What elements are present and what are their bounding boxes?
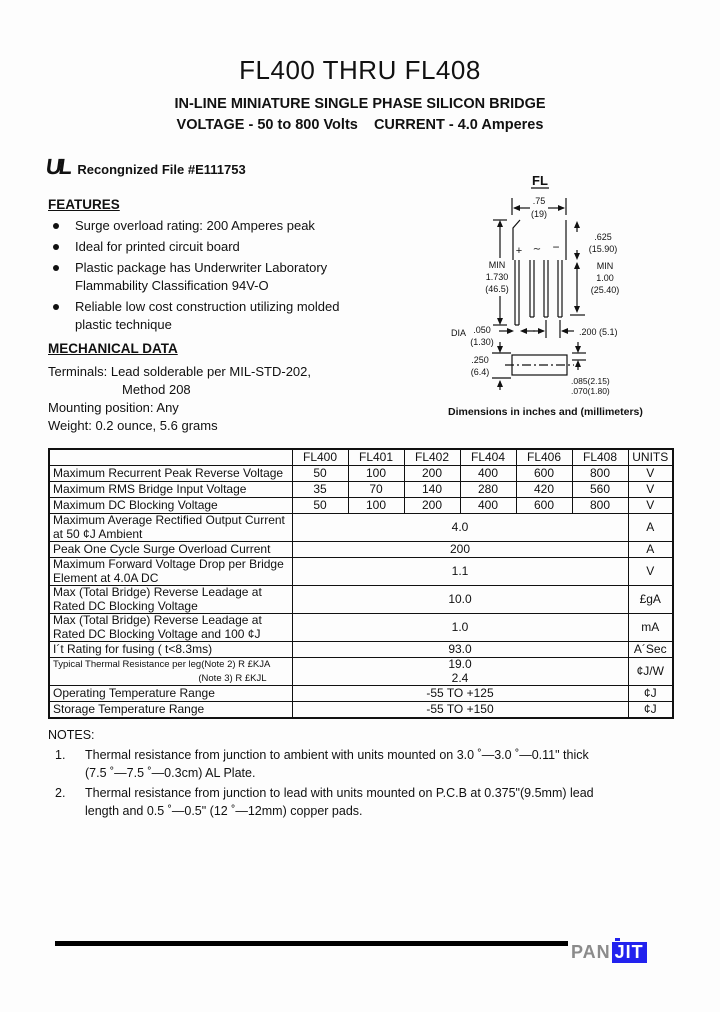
spec-cell: 1.1	[292, 558, 628, 586]
spec-row	[49, 642, 673, 658]
dim-right2-mm: (25.40)	[590, 285, 620, 295]
note-number: 1.	[55, 747, 66, 762]
column-header: UNITS	[628, 449, 673, 466]
spec-cell: -55 TO +125	[292, 686, 628, 702]
ul-file-label: Recongnized File #E111753	[77, 162, 246, 177]
spec-row	[49, 542, 673, 558]
subtitle-line1: IN-LINE MINIATURE SINGLE PHASE SILICON BRIDGE	[174, 96, 546, 112]
feature-text: Plastic package has Underwriter Laboratory	[75, 260, 328, 275]
spec-cell: Maximum Forward Voltage Drop per Bridge Element at 4.0A DC	[49, 558, 292, 586]
dim-body-in: .250	[471, 355, 489, 365]
spec-cell: ¢J	[628, 702, 673, 719]
spec-cell: Max (Total Bridge) Reverse Leadage at Rated DC Blocking Voltage and 100 ¢J	[49, 614, 292, 642]
spec-cell: 420	[516, 482, 572, 498]
column-header: FL404	[460, 449, 516, 466]
mechanical-line: Terminals: Lead solderable per MIL-STD-202,	[48, 364, 312, 379]
spec-cell: A	[628, 514, 673, 542]
spec-row	[49, 466, 673, 482]
dim-left-mm: (46.5)	[485, 284, 509, 294]
bullet-icon	[53, 244, 59, 250]
bullet-icon	[53, 265, 59, 271]
spec-cell: 50	[292, 498, 348, 514]
column-header: FL400	[292, 449, 348, 466]
dim-left-in: 1.730	[485, 272, 509, 282]
feature-item	[48, 217, 448, 235]
feature-text: Reliable low cost construction utilizing molded	[75, 299, 340, 314]
note-text: length and 0.5 ˚—0.5" (12 ˚—12mm) copper pads.	[85, 804, 363, 818]
spec-cell: Typical Thermal Resistance per leg(Note 2) R £KJA (Note 3) R £KJL	[49, 658, 292, 686]
dim-dia-mm: (1.30)	[470, 337, 494, 347]
ul-recognition	[46, 156, 246, 178]
spec-cell: V	[628, 482, 673, 498]
mechanical-heading: MECHANICAL DATA	[48, 341, 178, 356]
bullet-icon	[53, 223, 59, 229]
spec-cell: 1.0	[292, 614, 628, 642]
spec-cell: ¢J	[628, 686, 673, 702]
dim-right2-min: MIN	[596, 261, 614, 271]
minus-terminal-mark: −	[552, 240, 560, 254]
spec-row	[49, 702, 673, 719]
spec-cell: 800	[572, 498, 628, 514]
spec-row	[49, 586, 673, 614]
spec-cell: ¢J/W	[628, 658, 673, 686]
spec-cell: A	[628, 542, 673, 558]
feature-text: Surge overload rating: 200 Amperes peak	[75, 218, 315, 233]
bullet-icon	[53, 304, 59, 310]
spec-cell: V	[628, 558, 673, 586]
dim-thickness-min: .070(1.80)	[571, 386, 610, 396]
spec-cell: 100	[348, 466, 404, 482]
spec-cell: -55 TO +150	[292, 702, 628, 719]
feature-item	[48, 259, 448, 295]
dim-dia-in: .050	[473, 325, 491, 335]
dim-top-in: .75	[532, 196, 546, 206]
dim-right2-in: 1.00	[596, 273, 614, 283]
spec-cell: 400	[460, 466, 516, 482]
dim-left-min: MIN	[488, 260, 506, 270]
spec-cell: 19.0 2.4	[292, 658, 628, 686]
note-text: Thermal resistance from junction to ambient with units mounted on 3.0 ˚—3.0 ˚—0.11" thick	[85, 747, 589, 762]
dim-body-mm: (6.4)	[470, 367, 490, 377]
feature-text: Ideal for printed circuit board	[75, 239, 240, 254]
note-number: 2.	[55, 785, 66, 800]
spec-cell: mA	[628, 614, 673, 642]
spec-cell: 4.0	[292, 514, 628, 542]
ul-logo-icon: UL	[44, 154, 72, 179]
spec-cell: Maximum Recurrent Peak Reverse Voltage	[49, 466, 292, 482]
spec-cell: Maximum RMS Bridge Input Voltage	[49, 482, 292, 498]
spec-cell: 200	[404, 498, 460, 514]
dim-dia-label: DIA	[451, 328, 467, 338]
spec-cell: 200	[404, 466, 460, 482]
panjit-logo-jit: JIT	[612, 942, 647, 963]
spec-row	[49, 658, 673, 686]
spec-cell: 50	[292, 466, 348, 482]
feature-item	[48, 238, 448, 256]
notes-section	[48, 726, 693, 821]
features-section	[48, 197, 448, 334]
column-header: FL402	[404, 449, 460, 466]
spec-cell: A´Sec	[628, 642, 673, 658]
column-header: FL408	[572, 449, 628, 466]
spec-cell: 280	[460, 482, 516, 498]
mechanical-data-section	[48, 340, 311, 435]
spec-cell: 600	[516, 498, 572, 514]
note-item	[48, 746, 693, 783]
panjit-logo-dot	[615, 938, 620, 941]
spec-cell: Max (Total Bridge) Reverse Leadage at Rated DC Blocking Voltage	[49, 586, 292, 614]
diagram-package-label: FL	[532, 173, 548, 188]
spec-cell: Storage Temperature Range	[49, 702, 292, 719]
dim-top-mm: (19)	[530, 209, 548, 219]
subtitle-line2: VOLTAGE - 50 to 800 Volts CURRENT - 4.0 Amperes	[176, 117, 544, 133]
package-diagram	[435, 170, 707, 424]
panjit-logo-pan: PAN	[571, 942, 611, 962]
spec-cell: 10.0	[292, 586, 628, 614]
spec-cell: Maximum DC Blocking Voltage	[49, 498, 292, 514]
mechanical-line: Method 208	[122, 382, 191, 397]
spec-row	[49, 614, 673, 642]
spec-cell: £gA	[628, 586, 673, 614]
notes-heading: NOTES:	[48, 728, 95, 742]
page-title: FL400 THRU FL408	[239, 55, 481, 85]
spec-cell: 140	[404, 482, 460, 498]
spec-cell	[49, 449, 292, 466]
plus-terminal-mark: +	[515, 245, 523, 257]
spec-row	[49, 514, 673, 542]
panjit-logo	[571, 942, 647, 963]
feature-text: Flammability Classification 94V-O	[75, 278, 269, 293]
feature-text: plastic technique	[75, 317, 172, 332]
spec-row	[49, 686, 673, 702]
features-heading: FEATURES	[48, 197, 120, 212]
note-text: (7.5 ˚—7.5 ˚—0.3cm) AL Plate.	[85, 766, 256, 780]
spec-cell: 70	[348, 482, 404, 498]
mechanical-line: Weight: 0.2 ounce, 5.6 grams	[48, 418, 218, 433]
spec-cell: Operating Temperature Range	[49, 686, 292, 702]
spec-cell: Maximum Average Rectified Output Current at 50 ¢J Ambient	[49, 514, 292, 542]
spec-cell: Peak One Cycle Surge Overload Current	[49, 542, 292, 558]
spec-cell: V	[628, 498, 673, 514]
spec-cell: 600	[516, 466, 572, 482]
feature-item	[48, 298, 448, 334]
spec-cell: 35	[292, 482, 348, 498]
mechanical-line: Mounting position: Any	[48, 400, 179, 415]
footer-rule	[55, 941, 568, 946]
spec-cell: 400	[460, 498, 516, 514]
column-header: FL406	[516, 449, 572, 466]
spec-row	[49, 558, 673, 586]
spec-row	[49, 482, 673, 498]
spec-cell: 800	[572, 466, 628, 482]
spec-table	[48, 448, 674, 719]
spec-cell: 93.0	[292, 642, 628, 658]
column-header: FL401	[348, 449, 404, 466]
spec-cell: I´t Rating for fusing ( t<8.3ms)	[49, 642, 292, 658]
spec-header-row	[49, 449, 673, 466]
diagram-caption: Dimensions in inches and (millimeters)	[448, 406, 643, 418]
ac-terminal-mark: ∼	[532, 244, 542, 255]
spec-cell: V	[628, 466, 673, 482]
dim-right1-in: .625	[594, 232, 612, 242]
spec-row	[49, 498, 673, 514]
note-text: Thermal resistance from junction to lead with units mounted on P.C.B at 0.375"(9.5mm) lead	[85, 785, 594, 800]
dimension-arrows	[497, 205, 581, 387]
dim-pitch: .200 (5.1)	[579, 327, 618, 337]
dim-right1-mm: (15.90)	[588, 244, 618, 254]
spec-cell: 100	[348, 498, 404, 514]
spec-cell: 200	[292, 542, 628, 558]
note-item	[48, 784, 693, 821]
dim-thickness-max: .085(2.15)	[571, 376, 610, 386]
spec-cell: 560	[572, 482, 628, 498]
